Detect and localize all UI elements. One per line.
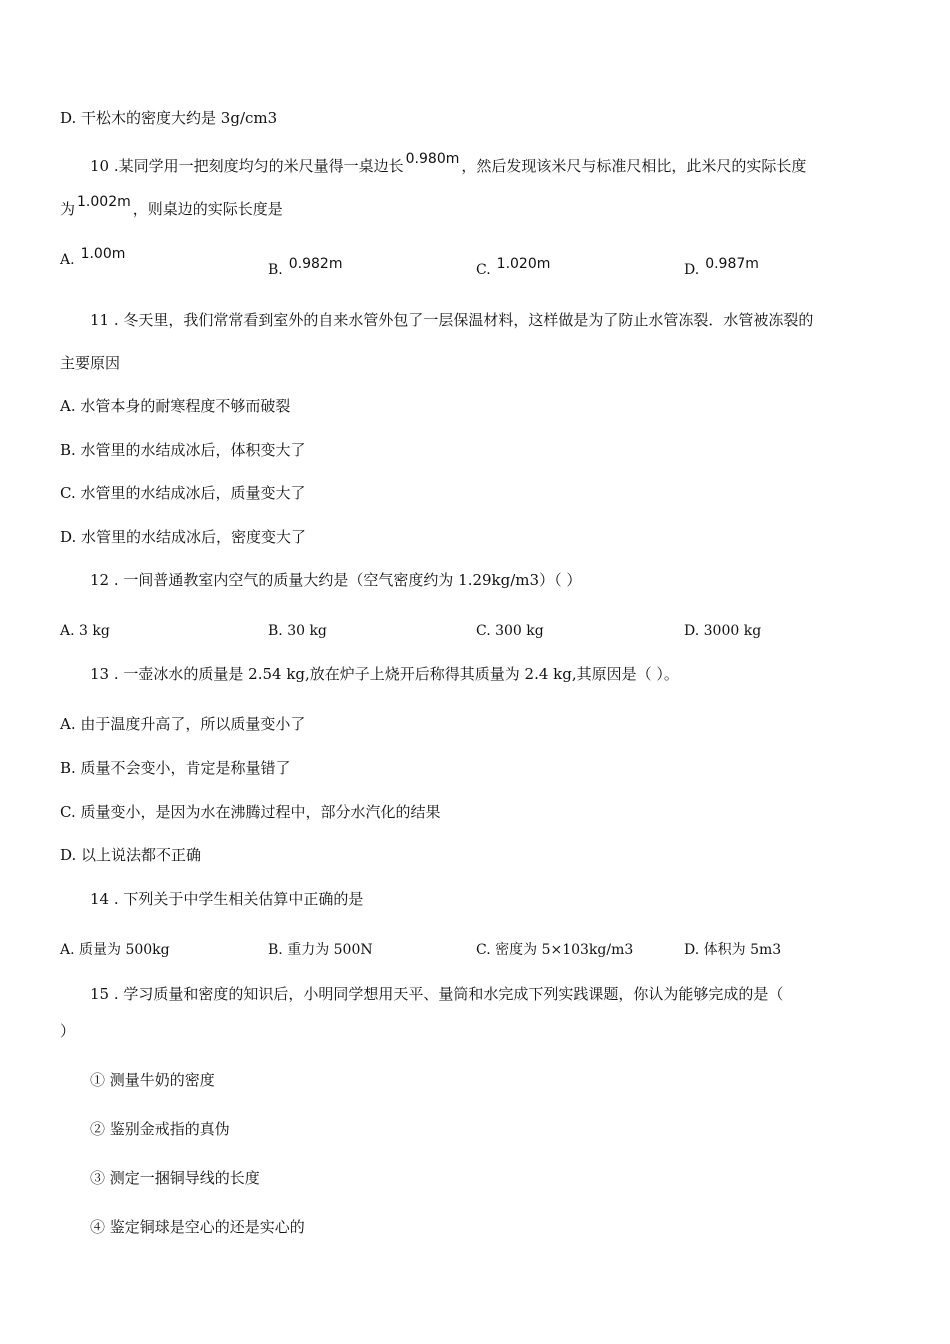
q10-option-a: A. 1.00m [60, 246, 126, 268]
q15-item-4: ④ 鉴定铜球是空心的还是实心的 [90, 1218, 305, 1236]
q13-stem: 13 . 一壶冰水的质量是 2.54 kg,放在炉子上烧开后称得其质量为 2.4 kg,其原因是（ ）。 [90, 665, 679, 683]
q10-stem-line2 [60, 194, 283, 220]
q10-stem-c: 为 [60, 200, 76, 218]
q10-stem-a: 某同学用一把刻度均匀的米尺量得一桌边长 [118, 157, 404, 175]
q15-item-1: ① 测量牛奶的密度 [90, 1071, 215, 1089]
q15-stem-line2: ） [60, 1022, 76, 1040]
q11-stem-line1: 11 . 冬天里，我们常常看到室外的自来水管外包了一层保温材料，这样做是为了防止水管冻裂．水管被冻裂的 [90, 311, 814, 329]
q10-formula-2: 1.002m [77, 194, 131, 210]
q14-option-c: C. 密度为 5×103kg/m3 [476, 942, 634, 958]
q10-option-c: C. 1.020m [476, 256, 551, 278]
q10-formula-1: 0.980m [405, 151, 460, 167]
q11-option-d: D. 水管里的水结成冰后，密度变大了 [60, 528, 307, 546]
q10-stem-line1 [90, 151, 807, 177]
q15-item-3: ③ 测定一捆铜导线的长度 [90, 1169, 260, 1187]
q11-option-a: A. 水管本身的耐寒程度不够而破裂 [60, 397, 291, 415]
q13-option-d: D. 以上说法都不正确 [60, 846, 202, 864]
q12-option-a: A. 3 kg [60, 623, 110, 639]
q13-option-a: A. 由于温度升高了，所以质量变小了 [60, 715, 306, 733]
q12-option-b: B. 30 kg [268, 623, 327, 639]
q15-stem-line1: 15 . 学习质量和密度的知识后，小明同学想用天平、量筒和水完成下列实践课题，你认为能够完成的是（ [90, 985, 784, 1003]
q10-option-b: B. 0.982m [268, 256, 343, 278]
q9-option-d: D. 干松木的密度大约是 3g/cm3 [60, 109, 278, 127]
q11-stem-line2: 主要原因 [60, 354, 121, 372]
q10-option-d: D. 0.987m [684, 256, 759, 278]
q13-option-b: B. 质量不会变小，肯定是称量错了 [60, 759, 291, 777]
q10-stem-d: ，则桌边的实际长度是 [132, 200, 283, 218]
q12-option-d: D. 3000 kg [684, 623, 762, 639]
q14-option-d: D. 体积为 5m3 [684, 942, 782, 958]
q13-option-c: C. 质量变小，是因为水在沸腾过程中，部分水汽化的结果 [60, 803, 441, 821]
q14-option-b: B. 重力为 500N [268, 942, 373, 958]
q11-option-c: C. 水管里的水结成冰后，质量变大了 [60, 484, 306, 502]
q12-option-c: C. 300 kg [476, 623, 544, 639]
q10-number: 10 . [90, 157, 119, 175]
q14-stem: 14 . 下列关于中学生相关估算中正确的是 [90, 890, 364, 908]
q10-stem-b: ，然后发现该米尺与标准尺相比，此米尺的实际长度 [461, 157, 807, 175]
q14-option-a: A. 质量为 500kg [60, 942, 170, 958]
q15-item-2: ② 鉴别金戒指的真伪 [90, 1120, 230, 1138]
q12-stem: 12 . 一间普通教室内空气的质量大约是（空气密度约为 1.29kg/m3）（ ） [90, 571, 582, 589]
q11-option-b: B. 水管里的水结成冰后，体积变大了 [60, 441, 306, 459]
